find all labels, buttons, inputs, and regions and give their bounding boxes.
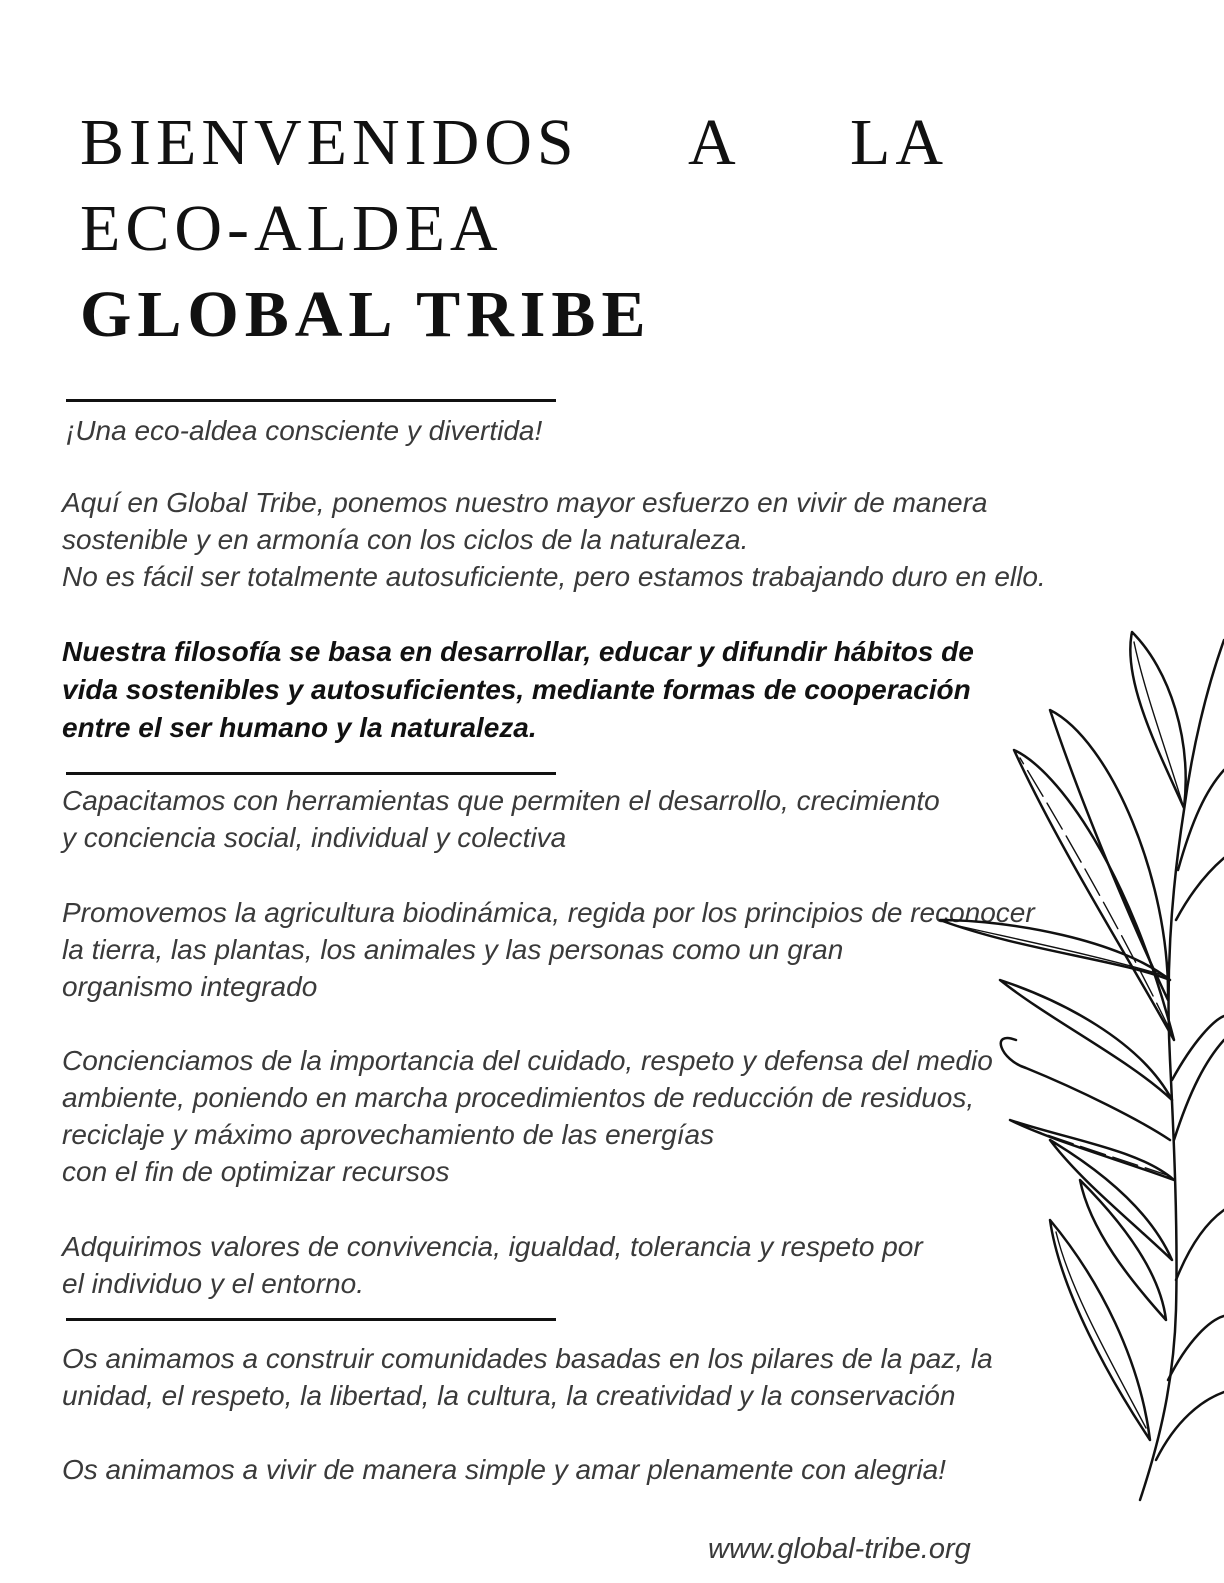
divider-3 bbox=[66, 1318, 556, 1321]
paragraph-agriculture: Promovemos la agricultura biodinámica, regida por los principios de reconocer la tierra, las plantas, los animales y las personas como un gran organismo integrado bbox=[62, 897, 1035, 1002]
title-line-1 bbox=[80, 100, 948, 186]
paragraph-environment: Concienciamos de la importancia del cuidado, respeto y defensa del medio ambiente, poniendo en marcha procedimientos de reducción de residuos, reciclaje y máximo aprovechamiento de las energías con el fin de optimizar recursos bbox=[62, 1045, 993, 1187]
paragraph-communities: Os animamos a construir comunidades basadas en los pilares de la paz, la unidad, el respeto, la libertad, la cultura, la creatividad y la conservación bbox=[62, 1343, 993, 1411]
leafy-branch-icon bbox=[930, 620, 1224, 1520]
paragraph-training: Capacitamos con herramientas que permiten el desarrollo, crecimiento y conciencia social, individual y colectiva bbox=[62, 785, 940, 853]
philosophy-statement: Nuestra filosofía se basa en desarrollar, educar y difundir hábitos de vida sostenibles y autosuficientes, mediante formas de cooperación entre el ser humano y la naturaleza. bbox=[62, 636, 974, 743]
tagline: ¡Una eco-aldea consciente y divertida! bbox=[66, 415, 543, 446]
title-word-1: BIENVENIDOS bbox=[80, 106, 579, 179]
title-line-3: GLOBAL TRIBE bbox=[80, 278, 652, 351]
page-title bbox=[80, 100, 960, 358]
paragraph-simple-living: Os animamos a vivir de manera simple y amar plenamente con alegria! bbox=[62, 1454, 946, 1485]
divider-1 bbox=[66, 399, 556, 402]
paragraph-values: Adquirimos valores de convivencia, igualdad, tolerancia y respeto por el individuo y el entorno. bbox=[62, 1231, 923, 1299]
website-link[interactable]: www.global-tribe.org bbox=[708, 1533, 971, 1565]
title-word-3: LA bbox=[850, 106, 948, 179]
title-word-2: A bbox=[687, 106, 741, 179]
intro-paragraph: Aquí en Global Tribe, ponemos nuestro mayor esfuerzo en vivir de manera sostenible y en armonía con los ciclos de la naturaleza. No es fácil ser totalmente autosuficiente, pero estamos trabajando duro en ello. bbox=[62, 487, 1046, 592]
title-line-2: ECO-ALDEA bbox=[80, 192, 503, 265]
divider-2 bbox=[66, 772, 556, 775]
